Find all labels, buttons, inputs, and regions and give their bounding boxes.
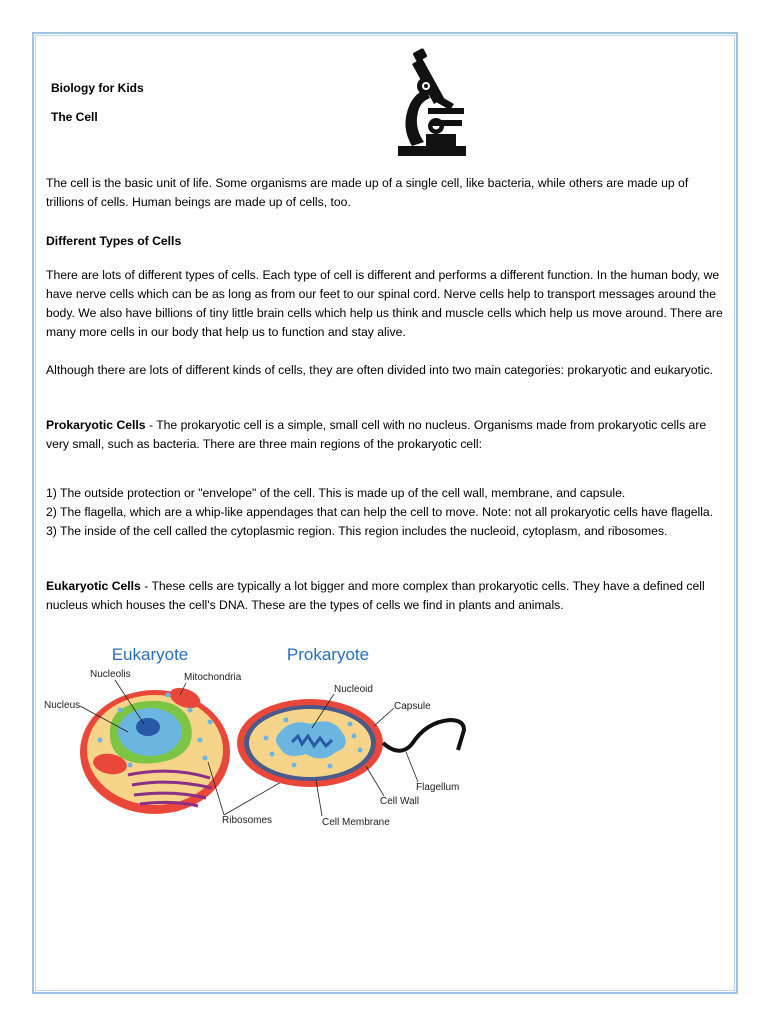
prokaryote-cell [237, 699, 464, 787]
cell-diagram [40, 640, 480, 840]
list-item: 1) The outside protection or "envelope" of the cell. This is made up of the cell wall, membrane, and capsule. [46, 486, 626, 500]
prokaryotic-paragraph [46, 416, 726, 454]
label-flagellum: Flagellum [416, 782, 460, 793]
label-ribosomes: Ribosomes [222, 815, 273, 826]
nucleolus [136, 718, 160, 736]
types-paragraph: There are lots of different types of cells. Each type of cell is different and performs a different function. In the human body, we have nerve cells which can be as long as from our feet to our spinal cord. Nerve cells help to transport messages around the body. We also have billions of tiny little brain cells which help us think and muscle cells which help us move around. There are many more cells in our body that help us to function and stay alive. [46, 268, 723, 339]
eukaryote-cell [80, 684, 230, 814]
label-cell-wall: Cell Wall [380, 796, 420, 807]
label-nucleoid: Nucleoid [334, 684, 373, 695]
prokaryotic-label: Prokaryotic Cells [46, 418, 146, 432]
document-subtitle: The Cell [51, 110, 98, 124]
types-heading: Different Types of Cells [46, 234, 182, 248]
eukaryote-title: Eukaryote [111, 645, 189, 664]
list-item: 3) The inside of the cell called the cytoplasmic region. This region includes the nucleoid, cytoplasm, and ribosomes. [46, 524, 668, 538]
label-cell-membrane: Cell Membrane [322, 817, 390, 828]
label-nucleolis: Nucleolis [90, 669, 131, 680]
microscope-icon [396, 46, 468, 158]
prokaryotic-list [46, 484, 726, 541]
label-mitochondria: Mitochondria [184, 672, 242, 683]
prokaryotic-body: - The prokaryotic cell is a simple, small cell with no nucleus. Organisms made from prokaryotic cells are very small, such as bacteria. There are three main regions of the prokaryotic cell: [46, 418, 707, 451]
intro-paragraph: The cell is the basic unit of life. Some organisms are made up of a single cell, like bacteria, while others are made up of trillions of cells. Human beings are made up of cells, too. [46, 176, 689, 209]
eukaryotic-label: Eukaryotic Cells [46, 579, 141, 593]
label-nucleus: Nucleus [44, 700, 81, 711]
prokaryote-title: Prokaryote [286, 645, 370, 664]
list-item: 2) The flagella, which are a whip-like appendages that can help the cell to move. Note: not all prokaryotic cells have flagella. [46, 505, 714, 519]
flagellum [383, 720, 464, 751]
eukaryotic-paragraph [46, 577, 726, 615]
document-title: Biology for Kids [51, 81, 144, 95]
categories-paragraph: Although there are lots of different kinds of cells, they are often divided into two main categories: prokaryotic and eukaryotic. [46, 363, 714, 377]
label-capsule: Capsule [394, 701, 431, 712]
eukaryotic-body: - These cells are typically a lot bigger and more complex than prokaryotic cells. They have a defined cell nucleus which houses the cell's DNA. These are the types of cells we find in plants and animals. [46, 579, 705, 612]
